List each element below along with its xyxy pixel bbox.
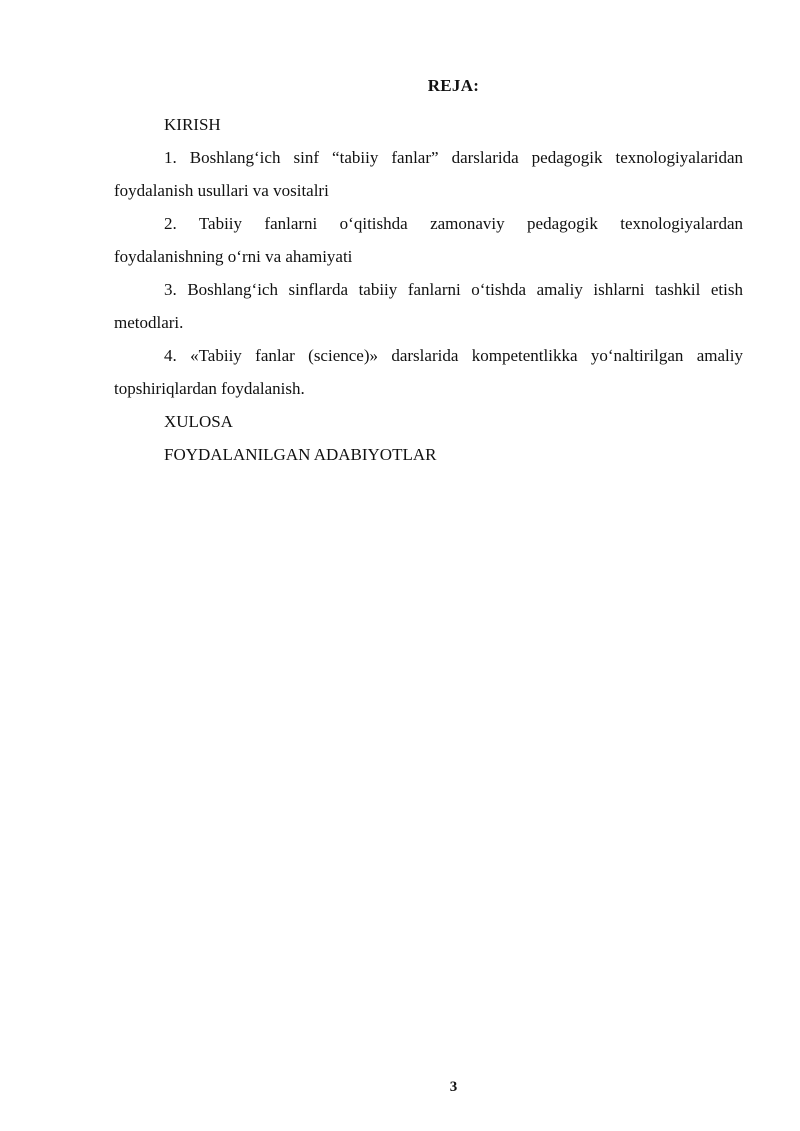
plan-item-introduction: KIRISH — [164, 115, 221, 134]
plan-item-4: 4. «Tabiiy fanlar (science)» darslarida kompetentlikka yo‘naltirilgan amaliy topshiriqlardan foydalanish. — [114, 346, 743, 398]
plan-heading: REJA: — [427, 76, 480, 95]
plan-item-1: 1. Boshlang‘ich sinf “tabiiy fanlar” darslarida pedagogik texnologiyalaridan foydalanish usullari va vositalri — [114, 148, 743, 200]
page-number: 3 — [449, 1079, 458, 1095]
plan-item-conclusion: XULOSA — [164, 412, 233, 431]
plan-list — [114, 108, 743, 471]
plan-item-3: 3. Boshlang‘ich sinflarda tabiiy fanlarni o‘tishda amaliy ishlarni tashkil etish metodlari. — [114, 280, 743, 332]
plan-item-references: FOYDALANILGAN ADABIYOTLAR — [164, 445, 437, 464]
plan-item-2: 2. Tabiiy fanlarni o‘qitishda zamonaviy pedagogik texnologiyalardan foydalanishning o‘rni va ahamiyati — [114, 214, 743, 266]
